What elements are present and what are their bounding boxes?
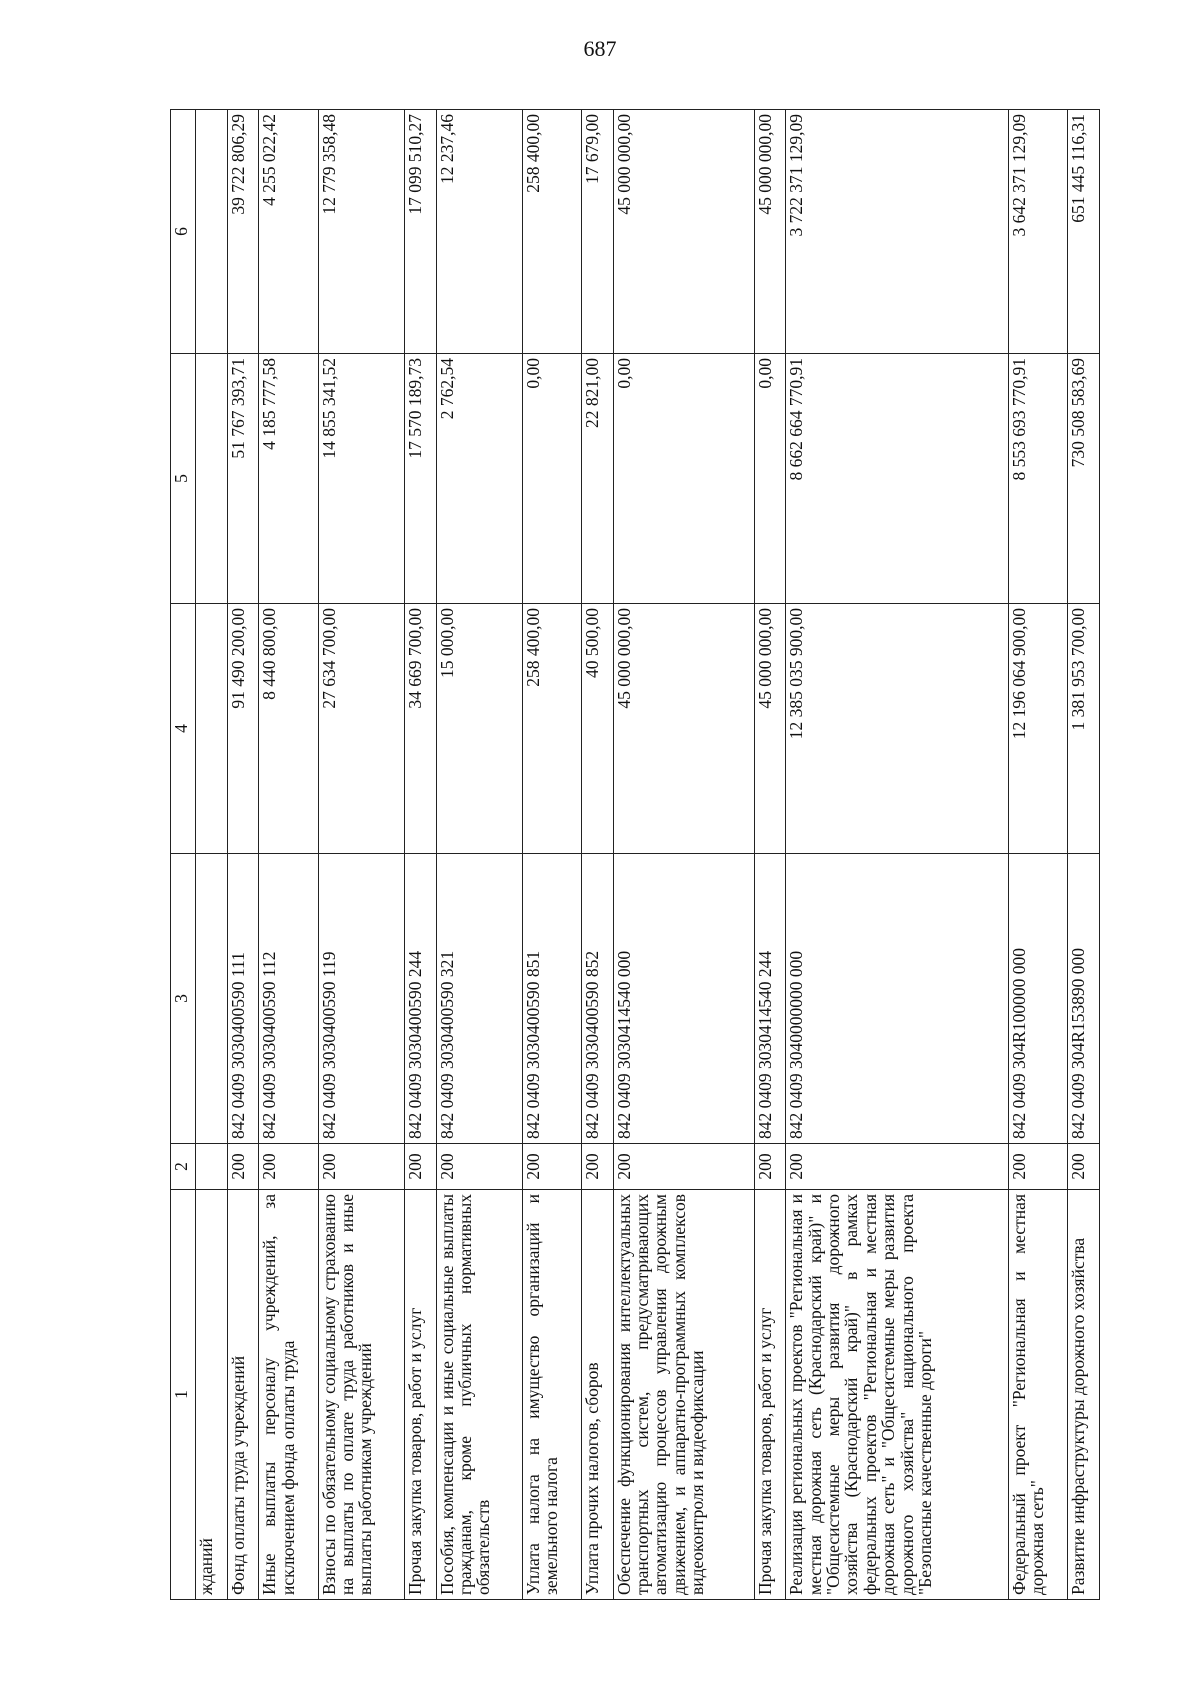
row-executed: 0,00 (522, 354, 581, 604)
row-budget-code (196, 854, 228, 1144)
row-budget-code: 842 0409 3030400590 244 (404, 854, 436, 1144)
table-row (786, 110, 1009, 1600)
row-executed: 8 662 664 770,91 (786, 354, 1009, 604)
row-executed: 2 762,54 (436, 354, 522, 604)
row-executed: 14 855 341,52 (318, 354, 404, 604)
table-row (404, 110, 436, 1600)
row-approved: 12 196 064 900,00 (1009, 604, 1068, 854)
table-row (754, 110, 786, 1600)
row-executed: 0,00 (754, 354, 786, 604)
row-approved: 15 000,00 (436, 604, 522, 854)
row-budget-code: 842 0409 3030400590 852 (581, 854, 613, 1144)
row-remaining (196, 110, 228, 354)
row-remaining: 4 255 022,42 (259, 110, 318, 354)
row-approved (196, 604, 228, 854)
row-remaining: 39 722 806,29 (227, 110, 259, 354)
row-approved: 40 500,00 (581, 604, 613, 854)
row-approved: 258 400,00 (522, 604, 581, 854)
row-approved: 45 000 000,00 (754, 604, 786, 854)
row-code-2 (196, 1144, 228, 1190)
table-row (436, 110, 522, 1600)
table-row (522, 110, 581, 1600)
row-name: Развитие инфраструктуры дорожного хозяйства (1068, 1190, 1100, 1600)
row-name: Фонд оплаты труда учреждений (227, 1190, 259, 1600)
row-name: Федеральный проект "Региональная и местная дорожная сеть" (1009, 1190, 1068, 1600)
row-code-2: 200 (318, 1144, 404, 1190)
row-remaining: 651 445 116,31 (1068, 110, 1100, 354)
row-name: Обеспечение функционирования интеллектуальных транспортных систем, предусматривающих автоматизацию процессов управления дорожным движением, и аппаратно-программных комплексов видеоконтроля и видеофиксации (613, 1190, 754, 1600)
row-remaining: 12 779 358,48 (318, 110, 404, 354)
row-code-2: 200 (404, 1144, 436, 1190)
row-code-2: 200 (227, 1144, 259, 1190)
row-name: Уплата налога на имущество организаций и земельного налога (522, 1190, 581, 1600)
row-name: Взносы по обязательному социальному страхованию на выплаты по оплате труда работников и иные выплаты работникам учреждений (318, 1190, 404, 1600)
row-name: Иные выплаты персоналу учреждений, за исключением фонда оплаты труда (259, 1190, 318, 1600)
rotated-table-container (170, 110, 1100, 1600)
header-col-3: 3 (171, 854, 196, 1144)
row-name: Реализация региональных проектов "Региональная и местная дорожная сеть (Краснодарский край)" и "Общесистемные меры развития дорожного хозяйства (Краснодарский край)" в рамках федеральных проектов "Региональная и местная дорожная сеть" и "Общесистемные меры развития дорожного хозяйства" национального проекта "Безопасные качественные дороги" (786, 1190, 1009, 1600)
row-code-2: 200 (613, 1144, 754, 1190)
row-remaining: 12 237,46 (436, 110, 522, 354)
row-approved: 12 385 035 900,00 (786, 604, 1009, 854)
table-row (1009, 110, 1068, 1600)
row-executed: 730 508 583,69 (1068, 354, 1100, 604)
row-approved: 8 440 800,00 (259, 604, 318, 854)
header-col-1: 1 (171, 1190, 196, 1600)
row-remaining: 3 722 371 129,09 (786, 110, 1009, 354)
table-row (581, 110, 613, 1600)
table-row (259, 110, 318, 1600)
row-code-2: 200 (754, 1144, 786, 1190)
row-executed: 8 553 693 770,91 (1009, 354, 1068, 604)
row-remaining: 17 679,00 (581, 110, 613, 354)
header-col-2: 2 (171, 1144, 196, 1190)
row-name: Прочая закупка товаров, работ и услуг (754, 1190, 786, 1600)
row-executed: 0,00 (613, 354, 754, 604)
table-row (613, 110, 754, 1600)
row-remaining: 45 000 000,00 (613, 110, 754, 354)
row-budget-code: 842 0409 3030414540 000 (613, 854, 754, 1144)
row-budget-code: 842 0409 304R100000 000 (1009, 854, 1068, 1144)
row-executed: 51 767 393,71 (227, 354, 259, 604)
row-executed: 17 570 189,73 (404, 354, 436, 604)
row-approved: 34 669 700,00 (404, 604, 436, 854)
row-executed (196, 354, 228, 604)
row-name: Прочая закупка товаров, работ и услуг (404, 1190, 436, 1600)
row-code-2: 200 (1068, 1144, 1100, 1190)
row-budget-code: 842 0409 3030400590 112 (259, 854, 318, 1144)
table-row (1068, 110, 1100, 1600)
table-row (318, 110, 404, 1600)
row-approved: 1 381 953 700,00 (1068, 604, 1100, 854)
row-executed: 22 821,00 (581, 354, 613, 604)
row-remaining: 3 642 371 129,09 (1009, 110, 1068, 354)
row-remaining: 45 000 000,00 (754, 110, 786, 354)
row-code-2: 200 (259, 1144, 318, 1190)
row-code-2: 200 (581, 1144, 613, 1190)
row-budget-code: 842 0409 3030414540 244 (754, 854, 786, 1144)
row-remaining: 258 400,00 (522, 110, 581, 354)
row-approved: 45 000 000,00 (613, 604, 754, 854)
page-number: 687 (583, 36, 617, 61)
row-budget-code: 842 0409 3030400590 119 (318, 854, 404, 1144)
row-executed: 4 185 777,58 (259, 354, 318, 604)
row-name: жданий (196, 1190, 228, 1600)
row-budget-code: 842 0409 304R153890 000 (1068, 854, 1100, 1144)
row-code-2: 200 (436, 1144, 522, 1190)
header-col-5: 5 (171, 354, 196, 604)
row-code-2: 200 (786, 1144, 1009, 1190)
row-budget-code: 842 0409 3040000000 000 (786, 854, 1009, 1144)
table-row (196, 110, 228, 1600)
header-col-4: 4 (171, 604, 196, 854)
row-code-2: 200 (522, 1144, 581, 1190)
row-budget-code: 842 0409 3030400590 321 (436, 854, 522, 1144)
row-approved: 27 634 700,00 (318, 604, 404, 854)
row-approved: 91 490 200,00 (227, 604, 259, 854)
row-remaining: 17 099 510,27 (404, 110, 436, 354)
row-budget-code: 842 0409 3030400590 851 (522, 854, 581, 1144)
row-budget-code: 842 0409 3030400590 111 (227, 854, 259, 1144)
table-row (227, 110, 259, 1600)
row-code-2: 200 (1009, 1144, 1068, 1190)
header-row (171, 110, 196, 1600)
table-body (196, 110, 1100, 1600)
row-name: Пособия, компенсации и иные социальные выплаты гражданам, кроме публичных нормативных обязательств (436, 1190, 522, 1600)
header-col-6: 6 (171, 110, 196, 354)
budget-table (170, 109, 1100, 1600)
row-name: Уплата прочих налогов, сборов (581, 1190, 613, 1600)
